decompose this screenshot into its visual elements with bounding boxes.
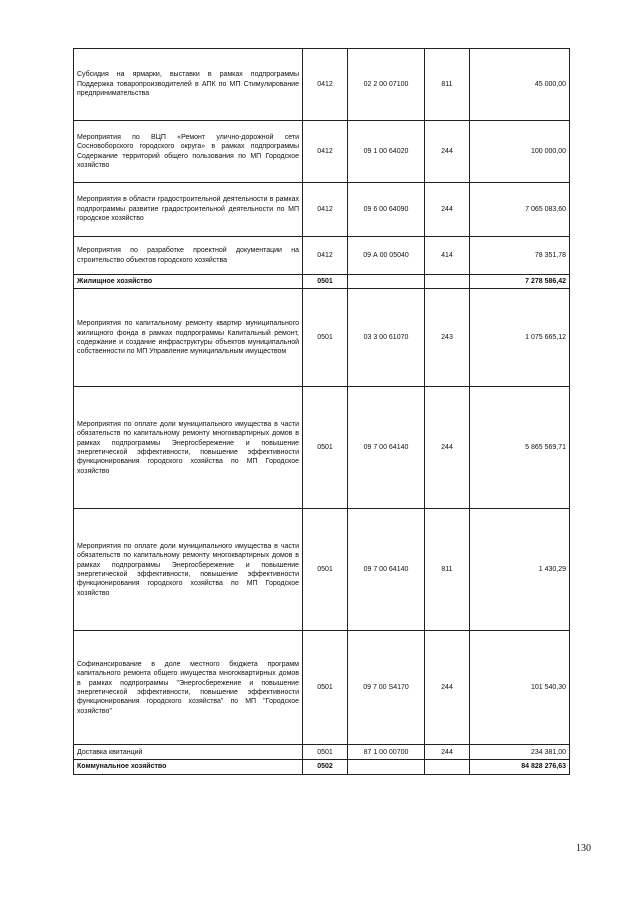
amount-cell: 5 865 569,71 (470, 387, 570, 509)
section-code-cell: 0412 (303, 183, 348, 237)
target-article-cell: 87 1 00 00700 (348, 745, 425, 760)
expense-type-cell: 244 (425, 387, 470, 509)
amount-cell: 7 065 083,60 (470, 183, 570, 237)
amount-cell: 234 381,00 (470, 745, 570, 760)
table-row (74, 509, 570, 631)
table-row (74, 237, 570, 275)
row-name-cell: Софинансирование в доле местного бюджета программ капитального ремонта общего имущества многоквартирных домов в рамках подпрограммы "Энергосбережение и повышение энергетической эффективности, повышение эффективности функционирования городского хозяйства" по МП "Городское хозяйство" (74, 631, 303, 745)
section-code-cell: 0501 (303, 275, 348, 289)
section-code-cell: 0412 (303, 237, 348, 275)
section-code-cell: 0412 (303, 49, 348, 121)
expense-type-cell (425, 760, 470, 774)
table-row (74, 745, 570, 760)
target-article-cell: 09 7 00 64140 (348, 387, 425, 509)
table-row (74, 121, 570, 183)
target-article-cell: 09 6 00 64090 (348, 183, 425, 237)
expense-type-cell: 244 (425, 121, 470, 183)
section-code-cell: 0501 (303, 289, 348, 387)
table-row (74, 275, 570, 289)
amount-cell: 84 828 276,63 (470, 760, 570, 774)
amount-cell: 1 430,29 (470, 509, 570, 631)
row-name-cell: Жилищное хозяйство (74, 275, 303, 289)
target-article-cell: 09 А 00 05040 (348, 237, 425, 275)
row-name-cell: Мероприятия по разработке проектной документации на строительство объектов городского хозяйства (74, 237, 303, 275)
target-article-cell: 02 2 00 07100 (348, 49, 425, 121)
budget-table (73, 48, 570, 775)
target-article-cell: 09 7 00 S4170 (348, 631, 425, 745)
amount-cell: 101 540,30 (470, 631, 570, 745)
amount-cell: 100 000,00 (470, 121, 570, 183)
table-row (74, 760, 570, 774)
table-row (74, 183, 570, 237)
section-code-cell: 0501 (303, 631, 348, 745)
page-number: 130 (576, 843, 591, 854)
target-article-cell: 03 3 00 61070 (348, 289, 425, 387)
row-name-cell: Мероприятия в области градостроительной деятельности в рамках подпрограммы развитие градостроительной деятельности по МП городское хозяйство (74, 183, 303, 237)
section-code-cell: 0412 (303, 121, 348, 183)
amount-cell: 7 278 586,42 (470, 275, 570, 289)
target-article-cell: 09 1 00 64020 (348, 121, 425, 183)
table-row (74, 387, 570, 509)
section-code-cell: 0501 (303, 509, 348, 631)
row-name-cell: Мероприятия по оплате доли муниципального имущества в части обязательств по капитальному ремонту многоквартирных домов в рамках подпрограммы Энергосбережение и повышение энергетической эффективности, повышение эффективности функционирования городского хозяйства по МП Городское хозяйство (74, 387, 303, 509)
expense-type-cell: 811 (425, 509, 470, 631)
target-article-cell: 09 7 00 64140 (348, 509, 425, 631)
table-row (74, 289, 570, 387)
expense-type-cell: 811 (425, 49, 470, 121)
target-article-cell (348, 760, 425, 774)
row-name-cell: Мероприятия по капитальному ремонту квартир муниципального жилищного фонда в рамках подпрограммы Капитальный ремонт, содержание и создание инфраструктуры объектов муниципальной собственности по МП Управление муниципальным имуществом (74, 289, 303, 387)
amount-cell: 1 075 665,12 (470, 289, 570, 387)
expense-type-cell: 414 (425, 237, 470, 275)
expense-type-cell (425, 275, 470, 289)
expense-type-cell: 244 (425, 631, 470, 745)
row-name-cell: Коммунальное хозяйство (74, 760, 303, 774)
section-code-cell: 0501 (303, 745, 348, 760)
amount-cell: 78 351,78 (470, 237, 570, 275)
row-name-cell: Субсидия на ярмарки, выставки в рамках подпрограммы Поддержка товаропроизводителей в АПК по МП Стимулирование предпринимательства (74, 49, 303, 121)
expense-type-cell: 244 (425, 745, 470, 760)
section-code-cell: 0501 (303, 387, 348, 509)
section-code-cell: 0502 (303, 760, 348, 774)
row-name-cell: Мероприятия по ВЦП «Ремонт улично-дорожной сети Сосновоборского городского округа» в рамках подпрограммы Содержание территорий общего пользования по МП Городское хозяйство (74, 121, 303, 183)
row-name-cell: Доставка квитанций (74, 745, 303, 760)
target-article-cell (348, 275, 425, 289)
table-row (74, 49, 570, 121)
table-row (74, 631, 570, 745)
expense-type-cell: 244 (425, 183, 470, 237)
row-name-cell: Мероприятия по оплате доли муниципального имущества в части обязательств по капитальному ремонту многоквартирных домов в рамках подпрограммы Энергосбережение и повышение энергетической эффективности, повышение эффективности функционирования городского хозяйства по МП Городское хозяйство (74, 509, 303, 631)
expense-type-cell: 243 (425, 289, 470, 387)
amount-cell: 45 000,00 (470, 49, 570, 121)
